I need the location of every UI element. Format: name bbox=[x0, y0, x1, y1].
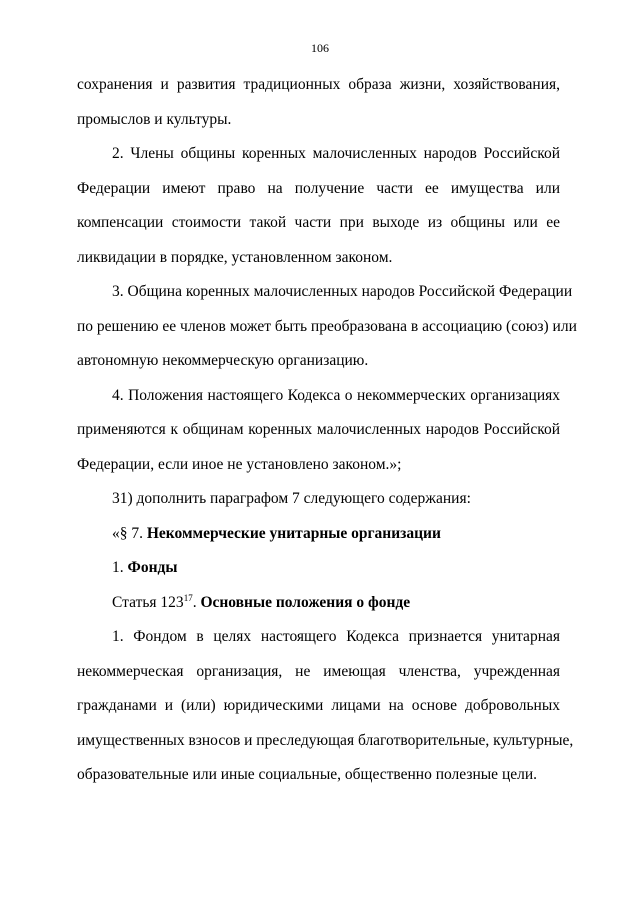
text-line: некоммерческая организация, не имеющая членства, учрежденная bbox=[77, 662, 560, 680]
paragraph-2 bbox=[77, 137, 560, 275]
article-heading bbox=[77, 586, 560, 621]
paragraph-continuation bbox=[77, 68, 560, 137]
article-heading-prefix: Статья 123 bbox=[112, 593, 184, 611]
text-line: 31) дополнить параграфом 7 следующего содержания: bbox=[112, 490, 471, 507]
paragraph-3 bbox=[77, 275, 577, 379]
text-line: Федерации имеют право на получение части ее имущества или bbox=[77, 179, 560, 197]
paragraph-4 bbox=[77, 379, 560, 483]
text-line: 2. Члены общины коренных малочисленных народов Российской bbox=[112, 145, 560, 162]
text-line: 4. Положения настоящего Кодекса о некоммерческих организациях bbox=[112, 386, 560, 404]
subsection-heading-title: Фонды bbox=[127, 559, 178, 576]
text-line: ликвидации в порядке, установленном законом. bbox=[77, 248, 393, 266]
text-line: 1. Фондом в целях настоящего Кодекса признается унитарная bbox=[112, 628, 560, 645]
text-line: сохранения и развития традиционных образа жизни, хозяйствования, bbox=[77, 76, 560, 93]
section-heading bbox=[77, 517, 560, 552]
article-paragraph-1 bbox=[77, 620, 574, 793]
section-heading-prefix: «§ 7. bbox=[112, 524, 147, 542]
text-line: промыслов и культуры. bbox=[77, 110, 232, 128]
article-heading-line bbox=[77, 586, 560, 621]
section-heading-title: Некоммерческие унитарные организации bbox=[146, 524, 441, 542]
article-number-superscript: 17 bbox=[183, 592, 193, 603]
text-line: по решению ее членов может быть преобразована в ассоциацию (союз) или bbox=[77, 317, 577, 335]
subsection-heading bbox=[77, 551, 560, 586]
text-line: компенсации стоимости такой части при выходе из общины или ее bbox=[77, 214, 560, 231]
article-heading-title: Основные положения о фонде bbox=[200, 593, 411, 611]
text-line: имущественных взносов и преследующая благотворительные, культурные, bbox=[77, 731, 574, 749]
section-heading-line bbox=[77, 517, 560, 552]
subsection-heading-prefix: 1. bbox=[112, 559, 128, 576]
document-body bbox=[77, 68, 577, 793]
paragraph-amendment bbox=[77, 482, 560, 517]
page-number: 106 bbox=[311, 41, 329, 55]
subsection-heading-line bbox=[77, 551, 560, 586]
text-line: 3. Община коренных малочисленных народов Российской Федерации bbox=[112, 283, 573, 300]
text-line: гражданами и (или) юридическими лицами на основе добровольных bbox=[77, 697, 560, 714]
article-heading-suffix: . bbox=[192, 593, 201, 611]
text-line: автономную некоммерческую организацию. bbox=[77, 352, 369, 369]
text-line: применяются к общинам коренных малочисленных народов Российской bbox=[77, 421, 560, 438]
text-line: образовательные или иные социальные, общественно полезные цели. bbox=[77, 766, 538, 783]
text-line: Федерации, если иное не установлено законом.»; bbox=[77, 455, 402, 473]
